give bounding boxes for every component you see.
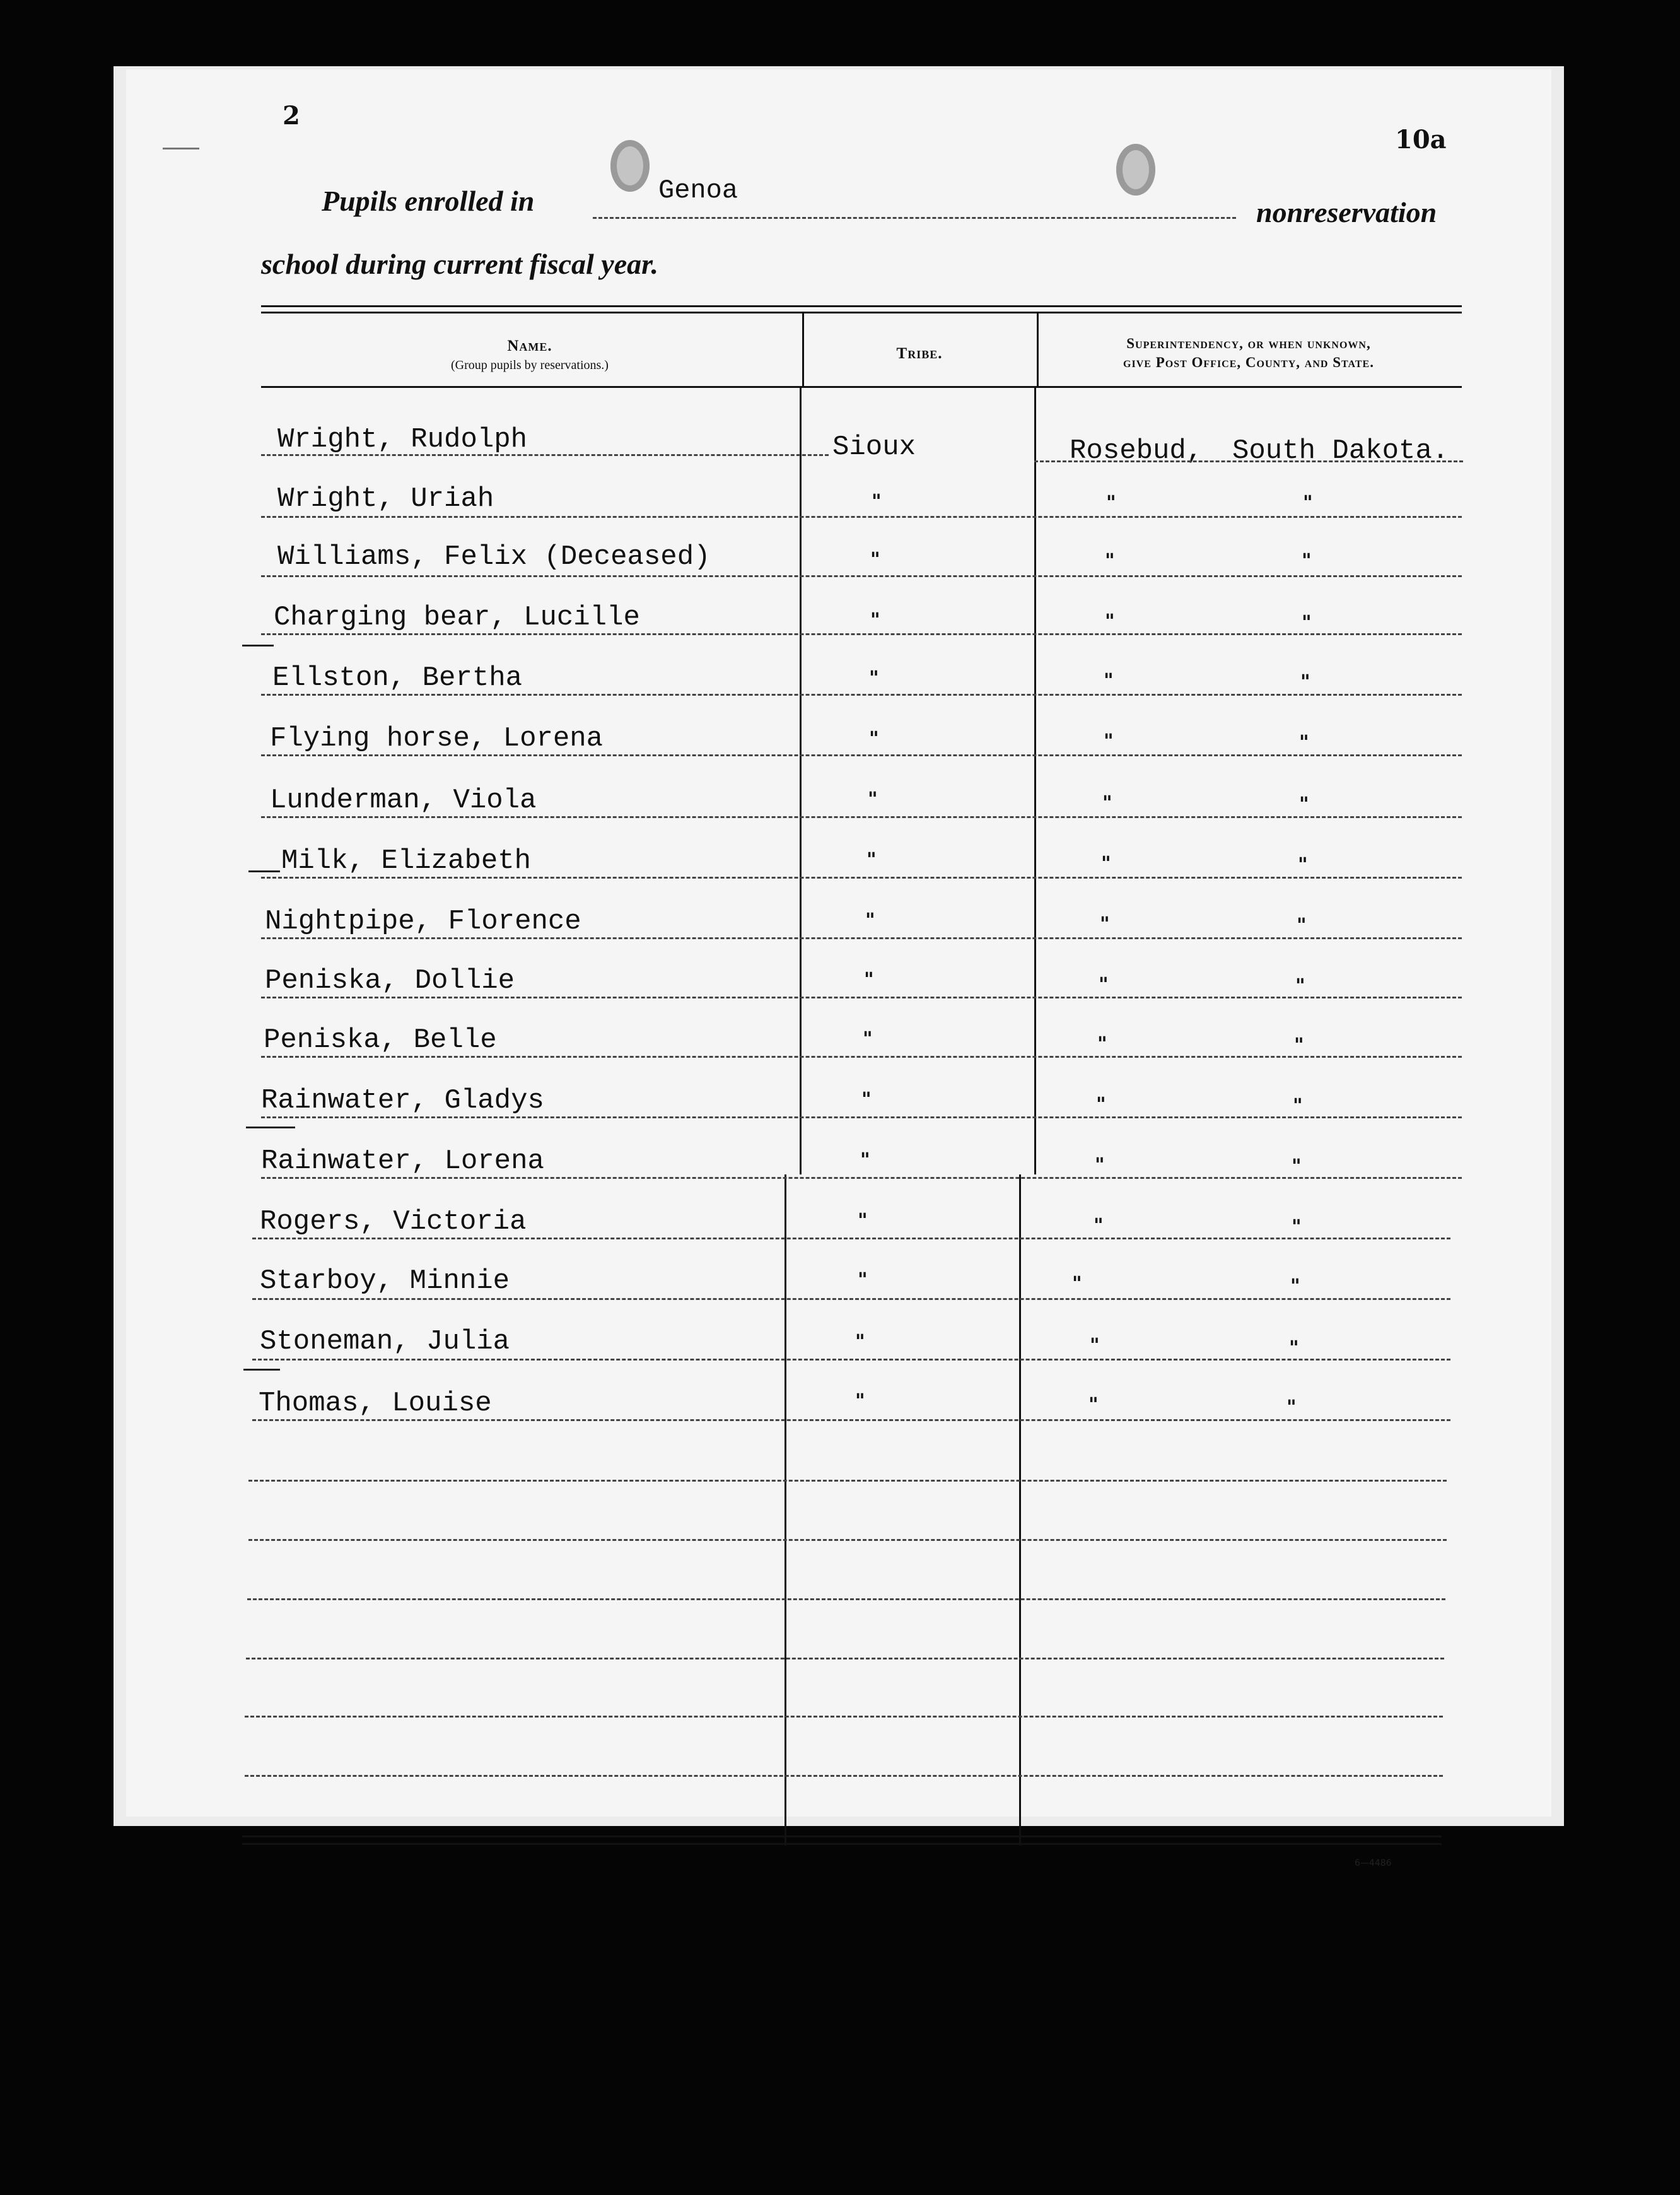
column-header-tribe: Tribe. — [896, 345, 943, 362]
row-7-tribe-ditto: " — [868, 788, 878, 811]
empty-row-line — [245, 1775, 1443, 1777]
row-16-agency-ditto: " — [1090, 1335, 1100, 1357]
row-1-line-right — [1034, 460, 1463, 462]
row-15-tribe-ditto: " — [858, 1269, 868, 1291]
row-2-line — [261, 516, 1462, 518]
row-9-name: Nightpipe, Florence — [265, 906, 581, 937]
row-6-tribe-ditto: " — [869, 728, 879, 750]
row-4-state-ditto: " — [1302, 612, 1312, 634]
row-1-state: South Dakota. — [1232, 435, 1449, 467]
row-17-tribe-ditto: " — [855, 1390, 865, 1412]
row-5-line — [261, 694, 1462, 696]
row-8-name: Milk, Elizabeth — [281, 845, 532, 877]
row-1-line — [261, 454, 829, 456]
row-14-agency-ditto: " — [1094, 1215, 1104, 1237]
empty-row-line — [245, 1716, 1443, 1718]
row-10-tribe-ditto: " — [864, 969, 874, 991]
column-divider-1 — [802, 313, 804, 386]
row-15-agency-ditto: " — [1072, 1273, 1082, 1295]
row-8-tribe-ditto: " — [866, 849, 877, 871]
row-10-agency-ditto: " — [1099, 974, 1109, 996]
row-12-name: Rainwater, Gladys — [261, 1085, 544, 1116]
row-3-agency-ditto: " — [1105, 550, 1115, 572]
punch-hole-left — [610, 140, 650, 192]
row-13-line — [261, 1177, 1462, 1179]
column-header-superintendency — [1039, 334, 1458, 372]
row-16-name: Stoneman, Julia — [260, 1326, 510, 1357]
row-3-tribe-ditto: " — [870, 549, 880, 571]
row-9-agency-ditto: " — [1100, 913, 1110, 935]
school-name: Genoa — [658, 175, 738, 206]
row-7-state-ditto: " — [1299, 793, 1309, 816]
row-8-check-mark — [248, 870, 280, 872]
row-11-tribe-ditto: " — [863, 1028, 873, 1050]
row-7-agency-ditto: " — [1102, 792, 1112, 814]
row-14-tribe-ditto: " — [858, 1210, 868, 1232]
column-header-name-title: Name. — [507, 337, 552, 354]
row-15-line — [252, 1298, 1450, 1300]
row-6-state-ditto: " — [1299, 732, 1309, 754]
row-11-agency-ditto: " — [1097, 1033, 1107, 1055]
row-10-name: Peniska, Dollie — [265, 965, 515, 997]
column-header-superintendency-line2: give Post Office, County, and State. — [1123, 354, 1374, 370]
table-bottom-rule — [242, 1835, 1442, 1837]
row-5-tribe-ditto: " — [869, 667, 879, 689]
row-1-name: Wright, Rudolph — [277, 424, 528, 455]
column-header-name — [265, 337, 795, 375]
form-number: 6—4486 — [1355, 1858, 1392, 1868]
table-top-rule — [261, 305, 1462, 307]
row-13-state-ditto: " — [1292, 1156, 1302, 1178]
empty-row-line — [247, 1598, 1445, 1600]
row-4-tribe-ditto: " — [870, 609, 880, 631]
row-12-check-mark — [246, 1127, 295, 1128]
row-7-line — [261, 816, 1462, 818]
row-11-line — [261, 1056, 1462, 1058]
row-3-state-ditto: " — [1302, 550, 1312, 572]
row-2-agency-ditto: " — [1106, 492, 1116, 514]
row-11-name: Peniska, Belle — [264, 1024, 497, 1056]
sheet-id: 10a — [1395, 125, 1447, 155]
row-12-agency-ditto: " — [1096, 1094, 1106, 1116]
row-6-name: Flying horse, Lorena — [270, 723, 604, 754]
row-6-line — [261, 754, 1462, 756]
empty-row-line — [246, 1658, 1444, 1659]
row-4-name: Charging bear, Lucille — [274, 602, 640, 633]
row-13-name: Rainwater, Lorena — [261, 1145, 544, 1177]
column-divider-2 — [1037, 313, 1039, 386]
row-8-line — [261, 877, 1462, 879]
row-11-state-ditto: " — [1294, 1034, 1304, 1057]
row-5-agency-ditto: " — [1104, 670, 1114, 692]
row-14-name: Rogers, Victoria — [260, 1206, 527, 1238]
document-page — [126, 69, 1551, 1817]
row-16-check-mark — [243, 1369, 280, 1371]
row-9-state-ditto: " — [1297, 915, 1307, 937]
row-3-name: Williams, Felix (Deceased) — [277, 541, 711, 573]
row-13-tribe-ditto: " — [860, 1149, 870, 1171]
row-4-check-mark — [242, 645, 274, 647]
column-divider-2-lower — [1019, 1174, 1021, 1846]
row-7-name: Lunderman, Viola — [270, 785, 537, 816]
row-16-tribe-ditto: " — [855, 1331, 865, 1353]
row-16-state-ditto: " — [1289, 1337, 1299, 1359]
table-bottom-rule-2 — [242, 1843, 1442, 1845]
row-5-state-ditto: " — [1300, 671, 1310, 693]
column-header-name-subtitle: (Group pupils by reservations.) — [451, 358, 609, 372]
left-margin-mark — [163, 148, 199, 149]
row-8-state-ditto: " — [1298, 854, 1308, 876]
row-12-line — [261, 1116, 1462, 1118]
row-4-line — [261, 633, 1462, 635]
column-header-superintendency-line1: Superintendency, or when unknown, — [1126, 336, 1371, 351]
row-17-state-ditto: " — [1286, 1396, 1297, 1419]
empty-row-line — [248, 1480, 1447, 1482]
row-13-agency-ditto: " — [1095, 1154, 1105, 1176]
row-10-state-ditto: " — [1295, 975, 1305, 997]
page-number: 2 — [283, 101, 300, 131]
table-top-rule-2 — [261, 312, 1462, 313]
header-bottom-rule — [261, 386, 1462, 388]
row-15-name: Starboy, Minnie — [260, 1265, 510, 1297]
row-17-name: Thomas, Louise — [259, 1388, 492, 1419]
row-9-line — [261, 937, 1462, 939]
row-12-state-ditto: " — [1293, 1095, 1303, 1117]
row-10-line — [261, 997, 1462, 998]
row-8-agency-ditto: " — [1101, 853, 1111, 875]
punch-hole-right — [1116, 144, 1155, 196]
empty-row-line — [248, 1539, 1447, 1541]
row-1-tribe: Sioux — [832, 431, 916, 463]
row-12-tribe-ditto: " — [861, 1089, 872, 1111]
row-6-agency-ditto: " — [1104, 730, 1114, 752]
row-2-tribe-ditto: " — [872, 491, 882, 513]
heading-suffix: nonreservation — [1256, 196, 1437, 228]
row-3-line — [261, 575, 1462, 577]
column-divider-1-lower — [785, 1174, 786, 1846]
row-2-state-ditto: " — [1303, 492, 1313, 514]
heading-prefix: Pupils enrolled in — [322, 185, 535, 217]
row-17-line — [252, 1419, 1450, 1421]
row-15-state-ditto: " — [1290, 1275, 1300, 1297]
row-16-line — [252, 1359, 1450, 1361]
row-14-line — [252, 1238, 1450, 1239]
row-14-state-ditto: " — [1292, 1216, 1302, 1238]
row-17-agency-ditto: " — [1088, 1394, 1099, 1416]
row-4-agency-ditto: " — [1105, 611, 1115, 633]
row-2-name: Wright, Uriah — [277, 483, 494, 515]
school-name-underline — [593, 217, 1236, 219]
heading-line2: school during current fiscal year. — [261, 248, 659, 280]
row-5-name: Ellston, Bertha — [272, 662, 523, 694]
row-1-agency: Rosebud, — [1070, 435, 1203, 467]
row-9-tribe-ditto: " — [865, 910, 875, 932]
